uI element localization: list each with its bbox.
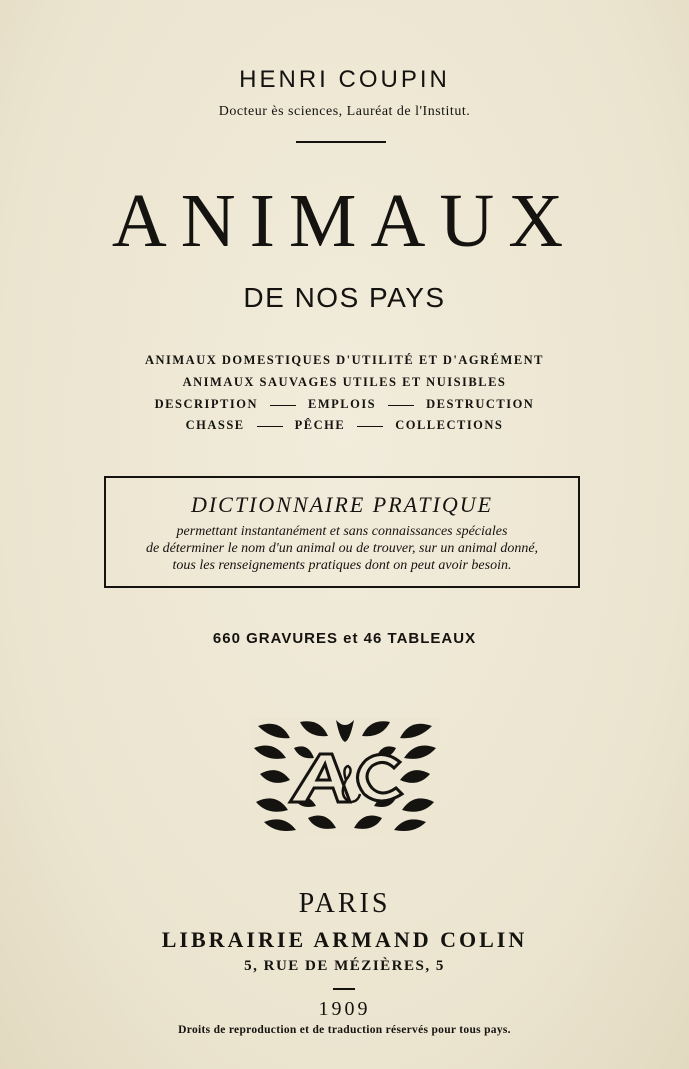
contents-item: PÊCHE bbox=[294, 418, 346, 432]
contents-item: COLLECTIONS bbox=[395, 418, 504, 432]
dash-divider bbox=[388, 405, 414, 406]
contents-item: DESTRUCTION bbox=[426, 397, 535, 411]
book-subtitle: DE NOS PAYS bbox=[243, 282, 446, 313]
author-name: HENRI COUPIN bbox=[239, 66, 450, 93]
imprint-rights: Droits de reproduction et de traduction réservés pour tous pays. bbox=[178, 1024, 511, 1036]
dictionary-title: DICTIONNAIRE PRATIQUE bbox=[190, 492, 494, 517]
dash-divider bbox=[357, 426, 383, 427]
imprint-city: PARIS bbox=[298, 888, 391, 919]
dictionary-line-1: permettant instantanément et sans connaissances spéciales bbox=[176, 524, 508, 539]
publisher-monogram-ac-icon bbox=[250, 718, 440, 834]
contents-line-2: ANIMAUX SAUVAGES UTILES ET NUISIBLES bbox=[182, 375, 507, 389]
contents-line-3 bbox=[0, 397, 689, 412]
contents-item: DESCRIPTION bbox=[154, 397, 258, 411]
book-title: ANIMAUX bbox=[111, 179, 578, 263]
contents-line-4 bbox=[0, 418, 689, 433]
divider-rule-small bbox=[333, 988, 355, 990]
contents-item: CHASSE bbox=[185, 418, 245, 432]
dash-divider bbox=[257, 426, 283, 427]
imprint-year: 1909 bbox=[318, 998, 371, 1020]
dictionary-line-2: de déterminer le nom d'un animal ou de trouver, sur un animal donné, bbox=[145, 541, 539, 556]
dictionary-box bbox=[104, 476, 580, 588]
illustration-counts: 660 GRAVURES et 46 TABLEAUX bbox=[212, 630, 477, 647]
author-credentials: Docteur ès sciences, Lauréat de l'Institut. bbox=[218, 104, 471, 119]
dash-divider bbox=[270, 405, 296, 406]
imprint-publisher: LIBRAIRIE ARMAND COLIN bbox=[161, 927, 528, 952]
divider-rule bbox=[296, 141, 386, 143]
dictionary-line-3: tous les renseignements pratiques dont on peut avoir besoin. bbox=[172, 558, 512, 573]
contents-item: EMPLOIS bbox=[307, 397, 377, 411]
contents-line-1: ANIMAUX DOMESTIQUES D'UTILITÉ ET D'AGRÉMENT bbox=[144, 353, 545, 367]
imprint-address: 5, RUE DE MÉZIÈRES, 5 bbox=[244, 958, 445, 974]
